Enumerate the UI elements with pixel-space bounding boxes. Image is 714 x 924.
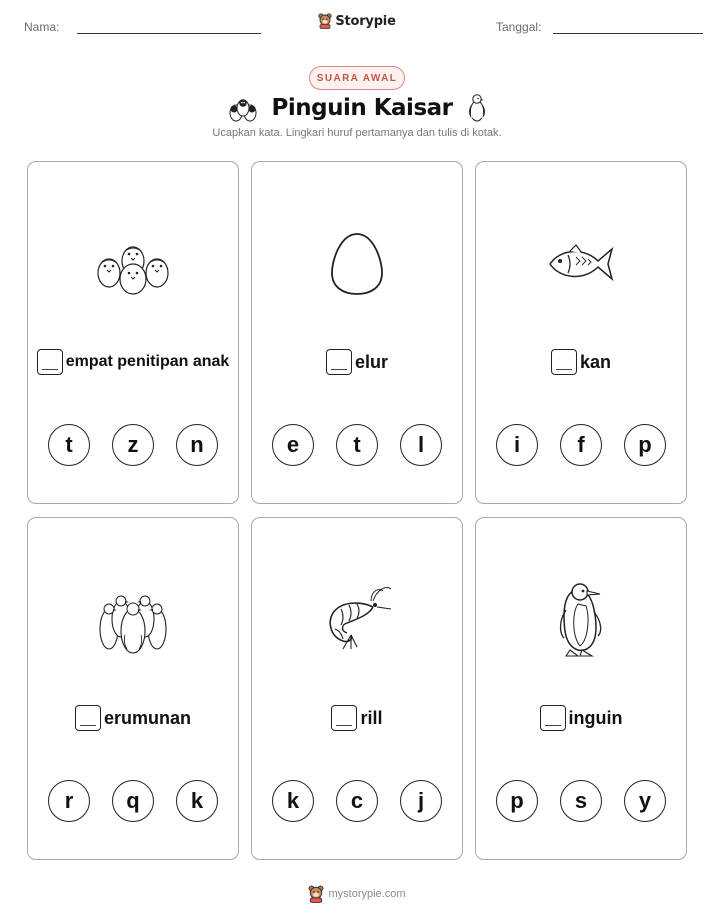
- word-row: [252, 349, 462, 375]
- letter-option[interactable]: j: [400, 780, 442, 822]
- letter-options: [28, 780, 238, 822]
- letter-option[interactable]: k: [176, 780, 218, 822]
- penguin-huddle-icon: [97, 585, 169, 655]
- word-row: [28, 349, 238, 375]
- word-text: empat penitipan anak: [65, 353, 230, 370]
- letter-option[interactable]: k: [272, 780, 314, 822]
- answer-box[interactable]: [326, 349, 352, 375]
- letter-option[interactable]: t: [336, 424, 378, 466]
- exercise-card: [251, 517, 463, 860]
- footer-url[interactable]: mystorypie.com: [328, 888, 406, 900]
- exercise-card: [27, 161, 239, 504]
- word-text: elur: [354, 351, 388, 372]
- word-row: [476, 705, 686, 731]
- letter-option[interactable]: p: [624, 424, 666, 466]
- exercise-card: [475, 517, 687, 860]
- letter-options: [252, 780, 462, 822]
- date-label: Tanggal:: [496, 20, 542, 34]
- answer-box[interactable]: [75, 705, 101, 731]
- letter-option[interactable]: y: [624, 780, 666, 822]
- exercise-card: [251, 161, 463, 504]
- penguin-family-icon: [228, 94, 258, 122]
- egg-icon: [329, 231, 385, 297]
- exercise-card: [475, 161, 687, 504]
- page-title: Pinguin Kaisar: [271, 95, 453, 121]
- word-row: [252, 705, 462, 731]
- letter-option[interactable]: f: [560, 424, 602, 466]
- word-text: inguin: [568, 707, 623, 728]
- letter-options: [476, 424, 686, 466]
- date-line[interactable]: [553, 22, 703, 34]
- letter-options: [252, 424, 462, 466]
- fish-icon: [546, 241, 616, 287]
- bear-mascot-icon: [318, 13, 332, 29]
- penguin-chicks-group-icon: [95, 233, 171, 295]
- word-text: kan: [579, 351, 612, 372]
- answer-box[interactable]: [37, 349, 63, 375]
- penguin-icon: [467, 93, 487, 123]
- word-row: [476, 349, 686, 375]
- exercise-grid: [27, 161, 688, 860]
- brand-name: Storypie: [335, 13, 396, 29]
- letter-option[interactable]: n: [176, 424, 218, 466]
- answer-box[interactable]: [331, 705, 357, 731]
- letter-option[interactable]: l: [400, 424, 442, 466]
- letter-option[interactable]: p: [496, 780, 538, 822]
- footer: [0, 885, 714, 903]
- worksheet-tag: SUARA AWAL: [309, 66, 405, 90]
- letter-option[interactable]: r: [48, 780, 90, 822]
- date-field: [496, 20, 703, 34]
- word-text: erumunan: [103, 707, 191, 728]
- shrimp-icon: [321, 585, 393, 655]
- bear-mascot-icon: [308, 885, 324, 903]
- answer-box[interactable]: [540, 705, 566, 731]
- exercise-card: [27, 517, 239, 860]
- letter-option[interactable]: q: [112, 780, 154, 822]
- letter-option[interactable]: i: [496, 424, 538, 466]
- instructions: Ucapkan kata. Lingkari huruf pertamanya dan tulis di kotak.: [212, 127, 502, 139]
- word-row: [28, 705, 238, 731]
- letter-options: [476, 780, 686, 822]
- title-row: [0, 88, 714, 128]
- name-label: Nama:: [24, 20, 60, 34]
- letter-option[interactable]: z: [112, 424, 154, 466]
- word-text: rill: [360, 707, 383, 728]
- letter-option[interactable]: c: [336, 780, 378, 822]
- penguin-icon: [556, 582, 606, 658]
- letter-options: [28, 424, 238, 466]
- letter-option[interactable]: e: [272, 424, 314, 466]
- letter-option[interactable]: s: [560, 780, 602, 822]
- answer-box[interactable]: [551, 349, 577, 375]
- letter-option[interactable]: t: [48, 424, 90, 466]
